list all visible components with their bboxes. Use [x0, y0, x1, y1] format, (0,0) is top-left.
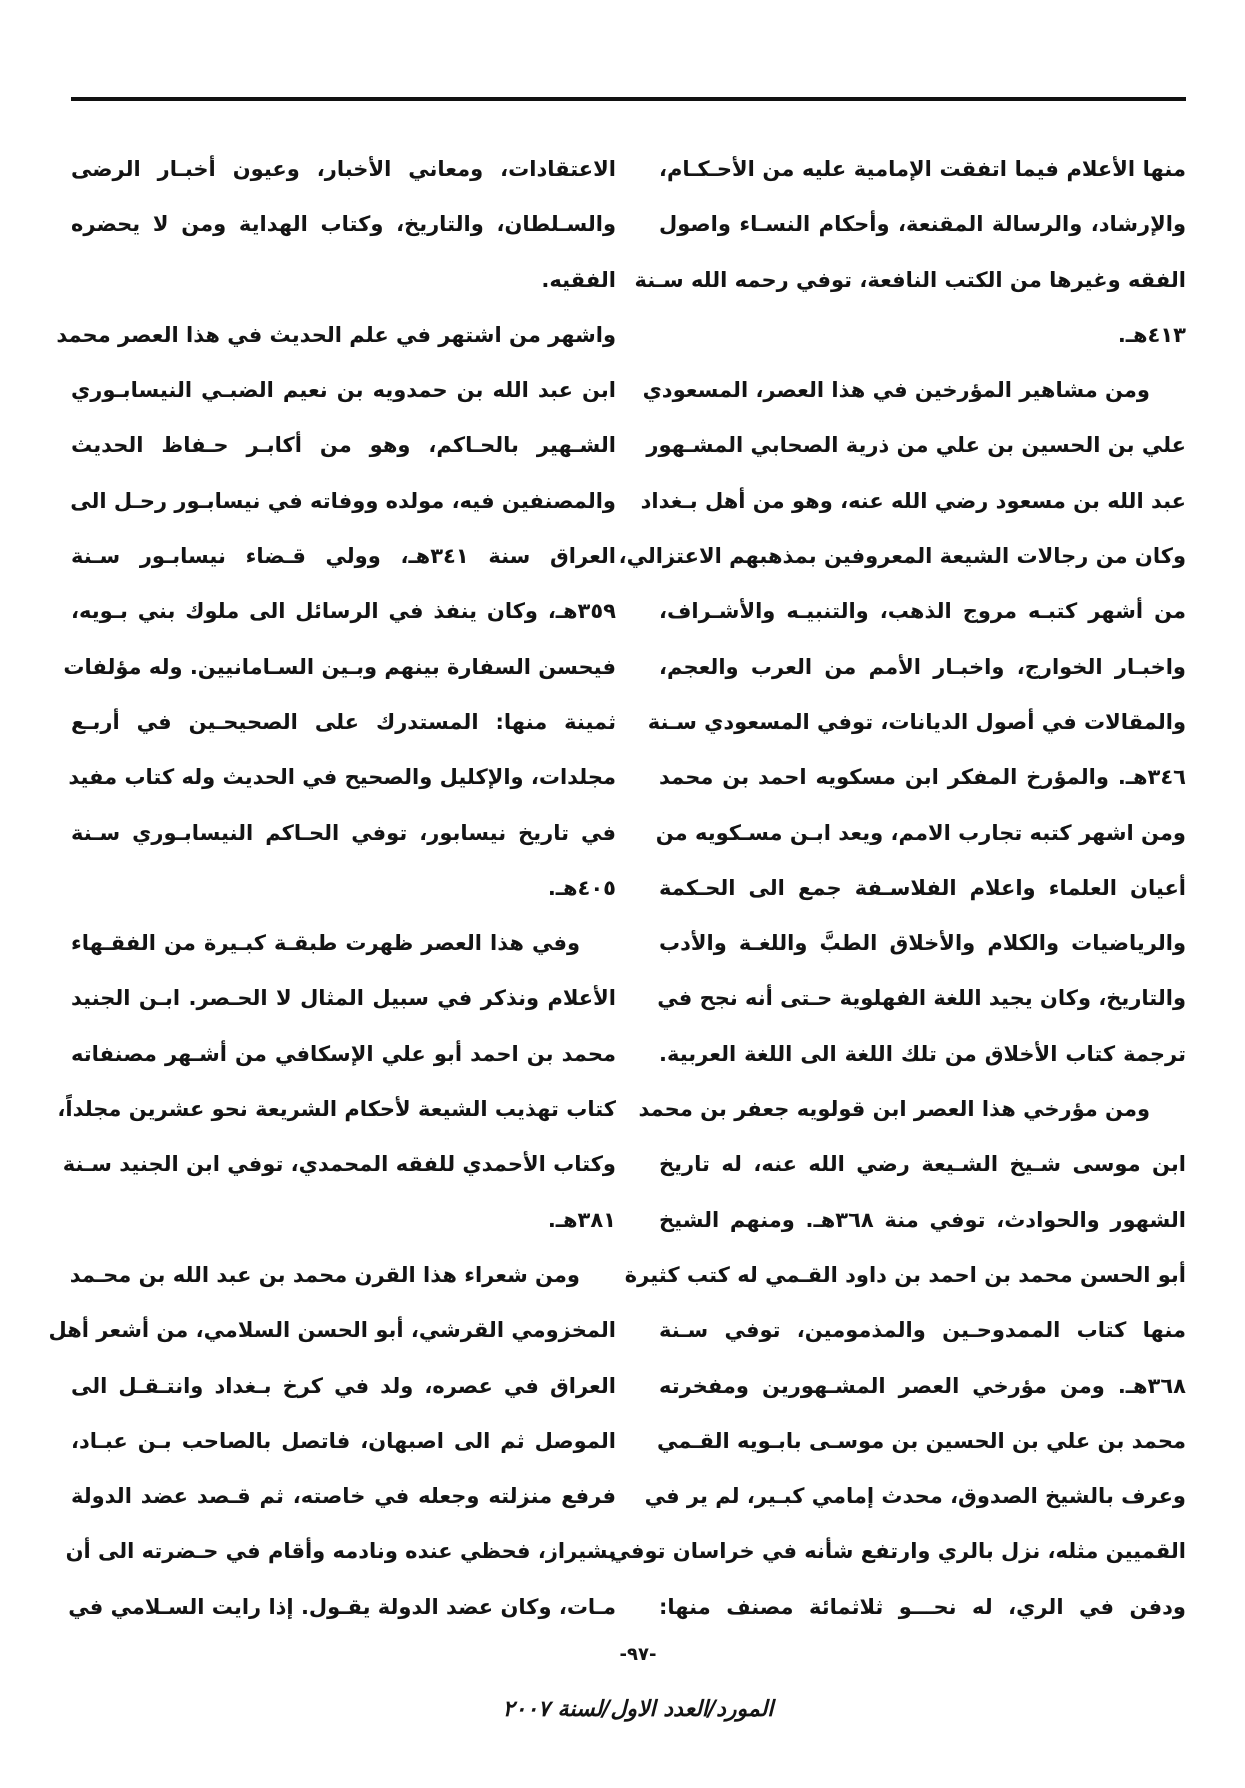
text-line: والإرشاد، والرسالة المقنعة، وأحكام النسـاء واصول	[659, 212, 1186, 237]
text-line: والسـلطان، والتاريخ، وكتاب الهداية ومن لا يحضره	[71, 212, 616, 237]
text-line: والرياضيات والكلام والأخلاق الطبَّ واللغـة والأدب	[659, 931, 1186, 956]
text-line: أبو الحسن محمد بن احمد بن داود القـمي له كتب كثيرة	[624, 1262, 1186, 1287]
text-line: ترجمة كتاب الأخلاق من تلك اللغة الى اللغة العربية.	[659, 1041, 1186, 1066]
header-rule	[71, 97, 1186, 101]
text-line: والمقالات في أصول الديانات، توفي المسعودي سـنة	[647, 709, 1186, 734]
text-line: ودفن في الري، له نحـــو ثلاثمائة مصنف منها:	[659, 1594, 1186, 1619]
text-line: بشيراز، فحظي عنده ونادمه وأقام في حـضرته الى أن	[65, 1539, 616, 1564]
text-line: ومن شعراء هذا القرن محمد بن عبد الله بن محـمد	[69, 1262, 580, 1287]
text-line: أعيان العلماء واعلام الفلاسـفة جمع الى الحـكمة	[659, 875, 1186, 900]
text-line: محمد بن علي بن الحسين بن موسـى بابـويه القـمي	[657, 1428, 1186, 1453]
text-line: مـات، وكان عضد الدولة يقـول. إذا رايت السـلامي في	[68, 1594, 616, 1619]
text-line: ٣٦٨هـ. ومن مؤرخي العصر المشـهورين ومفخرته	[659, 1373, 1186, 1398]
text-line: ٣٥٩هـ، وكان ينفذ في الرسائل الى ملوك بني بـويه،	[71, 599, 616, 624]
paragraph	[48, 1248, 616, 1635]
text-line: في تاريخ نيسابور، توفي الحـاكم النيسابـوري سـنة	[71, 820, 616, 845]
text-line: ومن اشهر كتبه تجارب الامم، ويعد ابـن مسـكويه من	[655, 820, 1186, 845]
text-line: محمد بن احمد أبو علي الإسكافي من أشـهر مصنفاته	[71, 1041, 616, 1066]
text-line: المخزومي القرشي، أبو الحسن السلامي، من أشعر أهل	[48, 1318, 616, 1343]
paragraph	[609, 1082, 1186, 1635]
text-line: علي بن الحسين بن علي من ذرية الصحابي المشـهور	[646, 433, 1186, 458]
text-line: ٣٨١هـ.	[547, 1207, 616, 1232]
text-line: ٤١٣هـ.	[1117, 322, 1186, 347]
right-column	[609, 142, 1186, 1635]
text-line: العراق سنة ٣٤١هـ، وولي قـضاء نيسابـور سـنة	[71, 544, 617, 569]
text-line: والتاريخ، وكان يجيد اللغة الفهلوية حـتى أنه نجح في	[657, 986, 1186, 1011]
text-line: الاعتقادات، ومعاني الأخبار، وعيون أخبـار الرضى	[71, 157, 616, 181]
text-line: الأعلام ونذكر في سبيل المثال لا الحـصر. ابـن الجنيد	[71, 986, 616, 1011]
text-line: ومن مشاهير المؤرخين في هذا العصر، المسعودي	[642, 378, 1150, 403]
text-line: منها كتاب الممدوحـين والمذمومين، توفي سـنة	[659, 1318, 1186, 1343]
text-line: ابن عبد الله بن حمدويه بن نعيم الضبـي النيسابـوري	[71, 378, 616, 403]
text-line: فيحسن السفارة بينهم وبـين السـامانيين. وله مؤلفات	[63, 654, 616, 679]
text-line: ٤٠٥هـ.	[547, 875, 616, 900]
paragraph	[634, 142, 1186, 363]
paragraph	[71, 142, 616, 308]
text-line: وكان من رجالات الشيعة المعروفين بمذهبهم الاعتزالي،	[618, 544, 1186, 569]
text-line: فرفع منزلته وجعله في خاصته، ثم قـصد عضد الدولة	[71, 1484, 616, 1509]
text-line: ابن موسى شـيخ الشـيعة رضي الله عنه، له تاريخ	[659, 1152, 1186, 1177]
text-line: ومن مؤرخي هذا العصر ابن قولويه جعفر بن محمد	[638, 1097, 1150, 1122]
text-line: الشـهير بالحـاكم، وهو من أكابـر حـفاظ الحديث	[71, 433, 616, 458]
text-line: القميين مثله، نزل بالري وارتفع شأنه في خراسان توفي	[609, 1539, 1186, 1564]
text-line: الشهور والحوادث، توفي منة ٣٦٨هـ. ومنهم الشيخ	[659, 1207, 1186, 1232]
text-line: العراق في عصره، ولد في كرخ بـغداد وانتـقـل الى	[71, 1373, 616, 1398]
paragraph	[57, 916, 616, 1248]
text-line: من أشهر كتبـه مروج الذهب، والتنبيـه والأشـراف،	[659, 599, 1186, 624]
text-line: واخبـار الخوارج، واخبـار الأمم من العرب والعجم،	[659, 654, 1186, 679]
text-line: وكتاب الأحمدي للفقه المحمدي، توفي ابن الجنيد سـنة	[62, 1152, 616, 1177]
text-line: ثمينة منها: المستدرك على الصحيحـين في أربـع	[71, 709, 616, 734]
journal-footer: المورد/العدد الاول/لسنة ٢٠٠٧	[502, 1697, 774, 1722]
page-number: -٩٧-	[619, 1644, 657, 1665]
left-column	[48, 142, 617, 1635]
text-line: منها الأعلام فيما اتفقت الإمامية عليه من الأحـكـام،	[659, 157, 1186, 181]
text-line: وعرف بالشيخ الصدوق، محدث إمامي كبـير، لم ير في	[644, 1484, 1186, 1509]
text-line: مجلدات، والإكليل والصحيح في الحديث وله كتاب مفيد	[68, 765, 616, 790]
text-line: عبد الله بن مسعود رضي الله عنه، وهو من أهل بـغداد	[640, 488, 1186, 513]
paragraph	[56, 308, 617, 916]
paragraph	[618, 363, 1186, 1082]
text-line: ٣٤٦هـ. والمؤرخ المفكر ابن مسكويه احمد بن محمد	[659, 765, 1186, 790]
text-line: الموصل ثم الى اصبهان، فاتصل بالصاحب بـن عبـاد،	[71, 1428, 616, 1453]
text-line: وفي هذا العصر ظهرت طبقـة كبـيرة من الفقـهاء	[71, 931, 580, 956]
text-line: الفقه وغيرها من الكتب النافعة، توفي رحمه الله سـنة	[634, 267, 1186, 292]
text-line: والمصنفين فيه، مولده ووفاته في نيسابـور رحـل الى	[70, 488, 616, 513]
text-line: واشهر من اشتهر في علم الحديث في هذا العصر محمد	[56, 322, 616, 347]
text-line: الفقيه.	[541, 267, 616, 292]
text-line: كتاب تهذيب الشيعة لأحكام الشريعة نحو عشرين مجلداً،	[57, 1097, 616, 1122]
